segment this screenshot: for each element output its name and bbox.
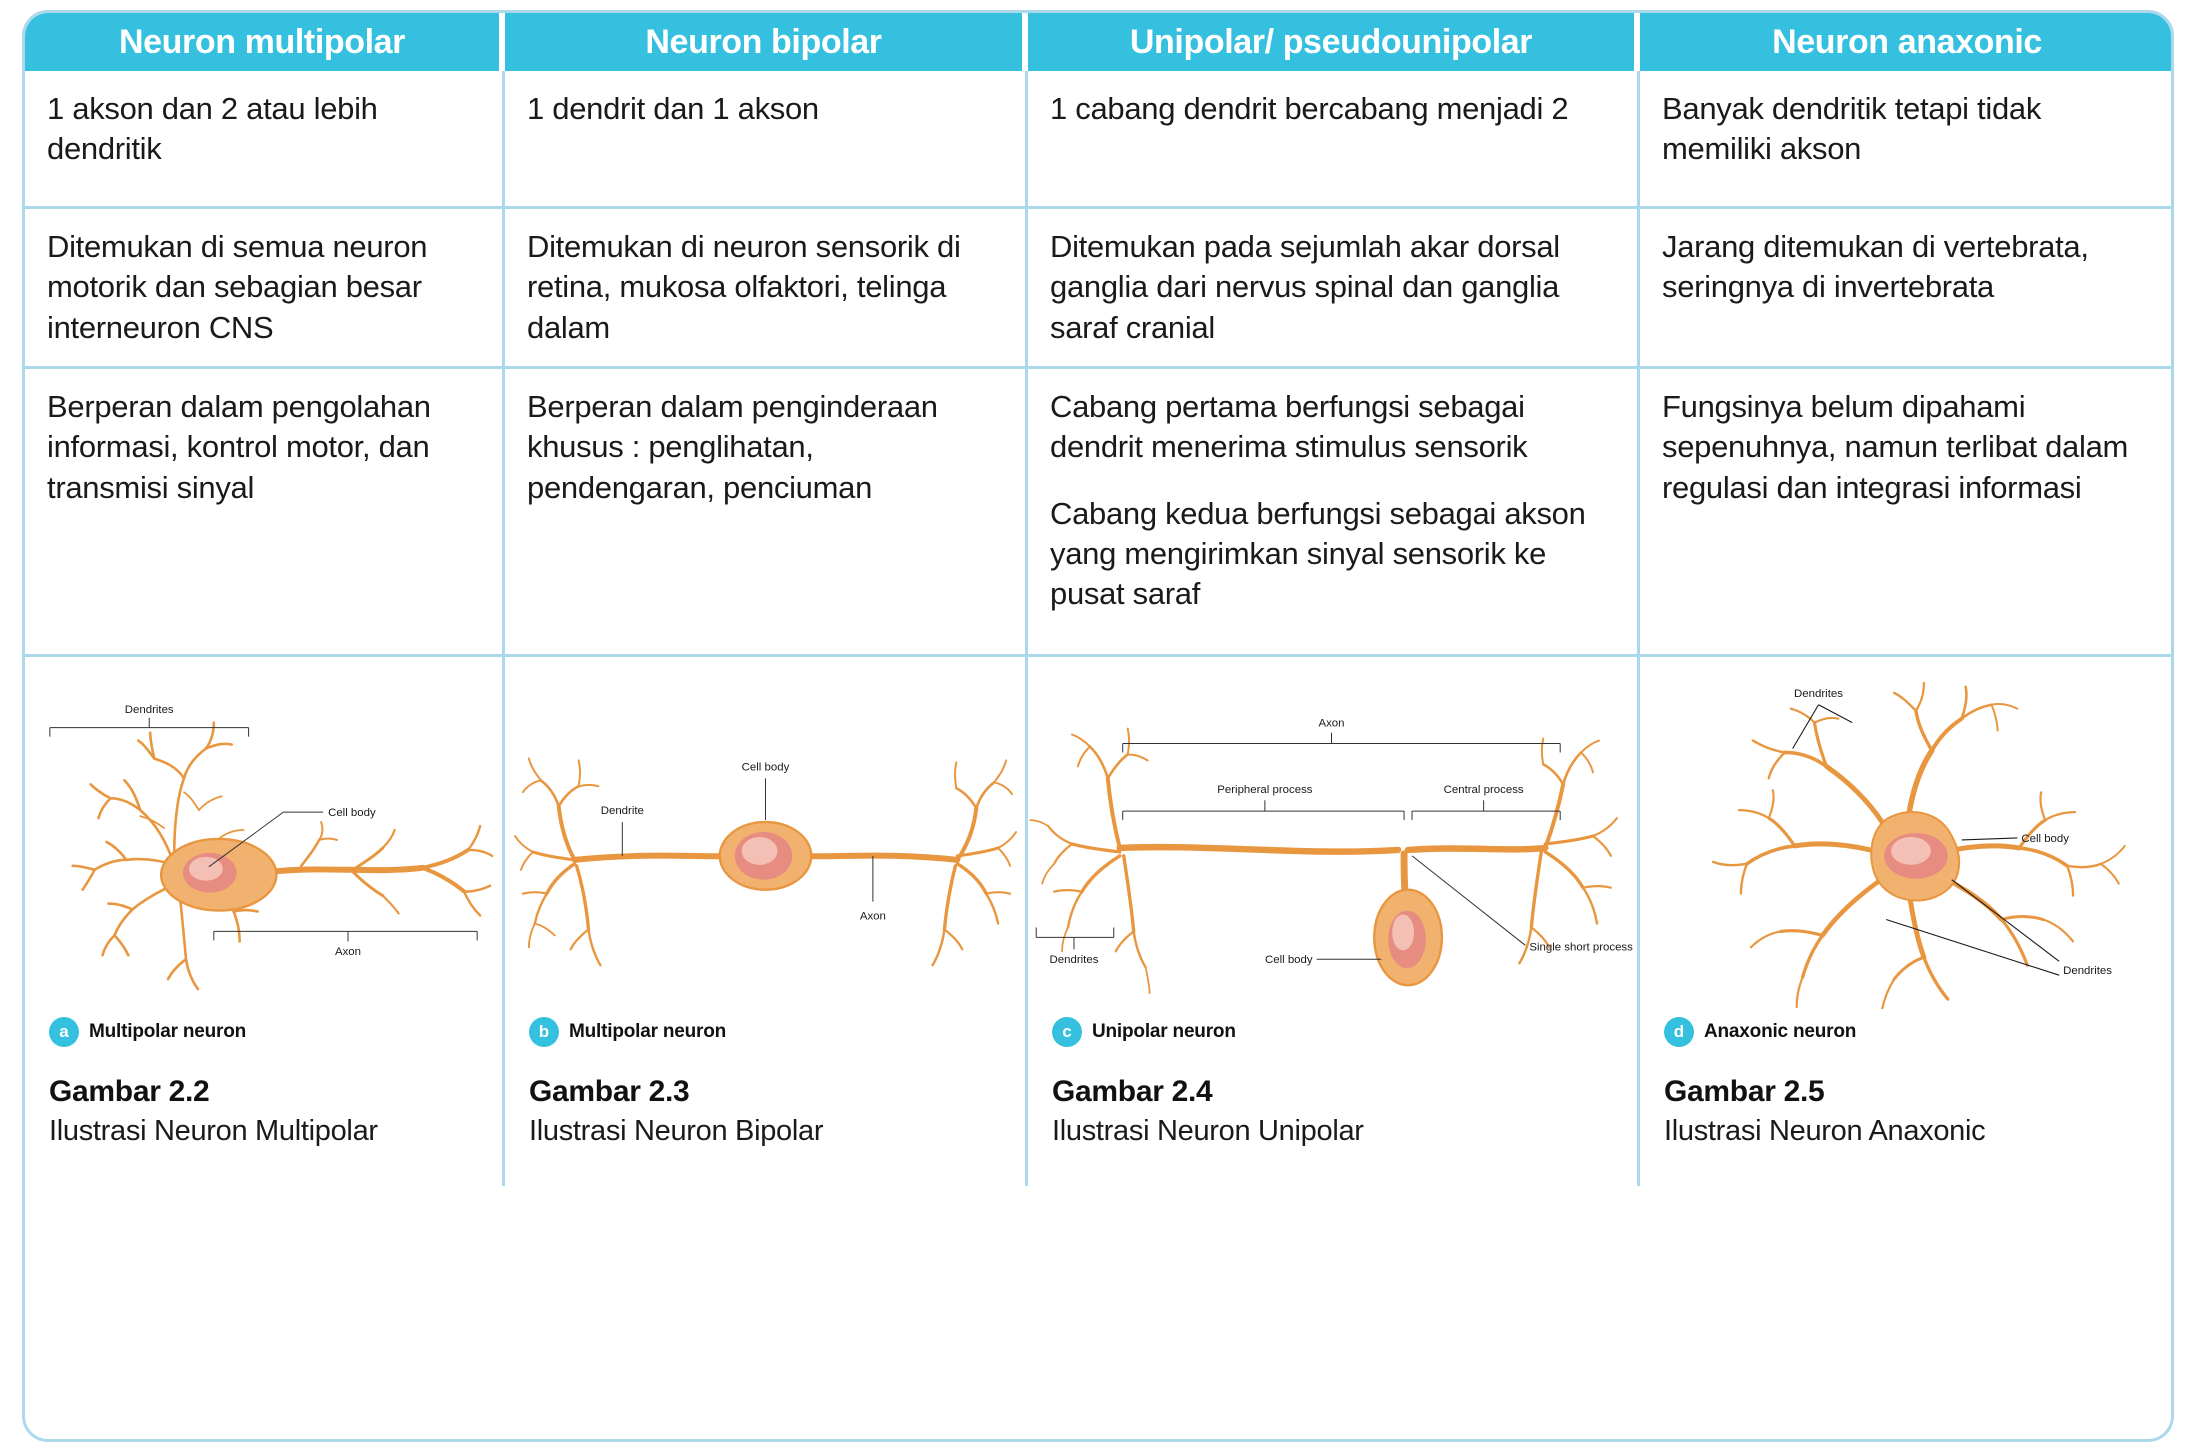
figure-cell-multipolar (25, 657, 505, 1186)
anaxonic-neuron-diagram (1640, 661, 2174, 1009)
multipolar-neuron-diagram (25, 661, 502, 1009)
diagram-label-axon: Axon (859, 910, 886, 923)
figure-box (1028, 657, 1637, 1186)
figure-number: Gambar 2.3 (529, 1075, 690, 1108)
cell-text (1640, 369, 2174, 518)
diagram-label-dendrites-bottom: Dendrites (2063, 965, 2112, 978)
paragraph: Banyak dendritik tetapi tidak memiliki akson (1662, 91, 2042, 167)
figure-box (25, 657, 502, 1186)
header-label: Neuron anaxonic (1772, 22, 2042, 61)
figure-number: Gambar 2.5 (1664, 1075, 1825, 1108)
paragraph: Ditemukan pada sejumlah akar dorsal ganglia dari nervus spinal dan ganglia saraf cranial (1050, 229, 1560, 345)
figure-badge: a (49, 1017, 79, 1047)
unipolar-neuron-diagram (1028, 661, 1637, 1009)
figure-number: Gambar 2.2 (49, 1075, 210, 1108)
figure-tagline (1052, 1017, 1621, 1047)
table-row (1640, 71, 2174, 209)
diagram-label-cell-body: Cell body (328, 807, 376, 820)
cell-text (505, 369, 1025, 518)
cell-text (1028, 71, 1637, 139)
diagram-label-dendrite: Dendrite (600, 805, 644, 818)
figure-description: Ilustrasi Neuron Multipolar (49, 1115, 378, 1147)
table-header-unipolar (1028, 13, 1640, 71)
figure-cell-anaxonic (1640, 657, 2174, 1186)
diagram-label-cell-body: Cell body (741, 761, 790, 774)
figure-tag-label: Anaxonic neuron (1704, 1021, 1857, 1042)
paragraph: Cabang kedua berfungsi sebagai akson yang mengirimkan sinyal sensorik ke pusat saraf (1050, 495, 1586, 612)
figure-caption (49, 1017, 486, 1148)
cell-text (25, 369, 502, 518)
figure-description: Ilustrasi Neuron Bipolar (529, 1115, 824, 1147)
diagram-label-cell-body: Cell body (1264, 954, 1313, 967)
cell-text (1028, 369, 1637, 624)
table-row (505, 71, 1028, 209)
figure-description: Ilustrasi Neuron Anaxonic (1664, 1115, 1986, 1147)
diagram-label-cell-body: Cell body (2021, 832, 2069, 845)
figure-caption (1052, 1017, 1621, 1148)
figure-badge: d (1664, 1017, 1694, 1047)
figure-tagline (529, 1017, 1009, 1047)
diagram-label-axon: Axon (334, 946, 361, 959)
paragraph: Jarang ditemukan di vertebrata, seringnya di invertebrata (1662, 229, 2089, 305)
paragraph: Fungsinya belum dipahami sepenuhnya, namun terlibat dalam regulasi dan integrasi informasi (1662, 389, 2129, 505)
diagram-label-axon: Axon (1318, 717, 1345, 730)
paragraph: Berperan dalam pengolahan informasi, kontrol motor, dan transmisi sinyal (47, 389, 431, 505)
table-row (505, 209, 1028, 369)
figure-tag-label: Multipolar neuron (89, 1021, 247, 1042)
figure-tag-label: Multipolar neuron (569, 1021, 727, 1042)
figure-caption (1664, 1017, 2158, 1148)
paragraph: Cabang pertama berfungsi sebagai dendrit menerima stimulus sensorik (1050, 389, 1528, 465)
figure-tagline (49, 1017, 486, 1047)
figure-badge: c (1052, 1017, 1082, 1047)
comparison-table (22, 10, 2174, 1442)
table-header-anaxonic (1640, 13, 2174, 71)
diagram-label-single-short-process: Single short process (1529, 941, 1633, 954)
cell-text (25, 71, 502, 180)
paragraph: Ditemukan di neuron sensorik di retina, mukosa olfaktori, telinga dalam (527, 229, 961, 345)
cell-text (1640, 71, 2174, 180)
diagram-label-dendrites: Dendrites (1049, 954, 1099, 967)
figure-badge: b (529, 1017, 559, 1047)
figure-box (1640, 657, 2174, 1186)
figure-tagline (1664, 1017, 2158, 1047)
table-row (1028, 71, 1640, 209)
table-row (1640, 369, 2174, 657)
table-grid (25, 13, 2171, 1439)
figure-number: Gambar 2.4 (1052, 1075, 1213, 1108)
paragraph: 1 cabang dendrit bercabang menjadi 2 (1050, 91, 1569, 126)
cell-text (505, 71, 1025, 139)
header-label: Neuron bipolar (645, 22, 882, 61)
paragraph: 1 akson dan 2 atau lebih dendritik (47, 91, 378, 167)
cell-text (1028, 209, 1637, 358)
table-row (25, 71, 505, 209)
table-row (505, 369, 1028, 657)
header-label: Neuron multipolar (119, 22, 405, 61)
table-row (25, 369, 505, 657)
figure-cell-unipolar (1028, 657, 1640, 1186)
figure-cell-bipolar (505, 657, 1028, 1186)
table-row (25, 209, 505, 369)
table-header-bipolar (505, 13, 1028, 71)
diagram-label-dendrites: Dendrites (124, 703, 174, 716)
cell-text (25, 209, 502, 358)
paragraph: Berperan dalam penginderaan khusus : penglihatan, pendengaran, penciuman (527, 389, 938, 505)
figure-caption (529, 1017, 1009, 1148)
diagram-label-dendrites-top: Dendrites (1794, 687, 1843, 700)
paragraph: 1 dendrit dan 1 akson (527, 91, 819, 126)
table-row (1028, 369, 1640, 657)
bipolar-neuron-diagram (505, 661, 1025, 1009)
figure-description: Ilustrasi Neuron Unipolar (1052, 1115, 1364, 1147)
table-row (1028, 209, 1640, 369)
cell-text (1640, 209, 2174, 318)
figure-box (505, 657, 1025, 1186)
header-label: Unipolar/ pseudounipolar (1129, 22, 1533, 61)
diagram-label-peripheral-process: Peripheral process (1217, 784, 1313, 797)
paragraph: Ditemukan di semua neuron motorik dan sebagian besar interneuron CNS (47, 229, 428, 345)
diagram-label-central-process: Central process (1443, 784, 1524, 797)
figure-tag-label: Unipolar neuron (1092, 1021, 1236, 1042)
table-row (1640, 209, 2174, 369)
cell-text (505, 209, 1025, 358)
table-header-multipolar (25, 13, 505, 71)
